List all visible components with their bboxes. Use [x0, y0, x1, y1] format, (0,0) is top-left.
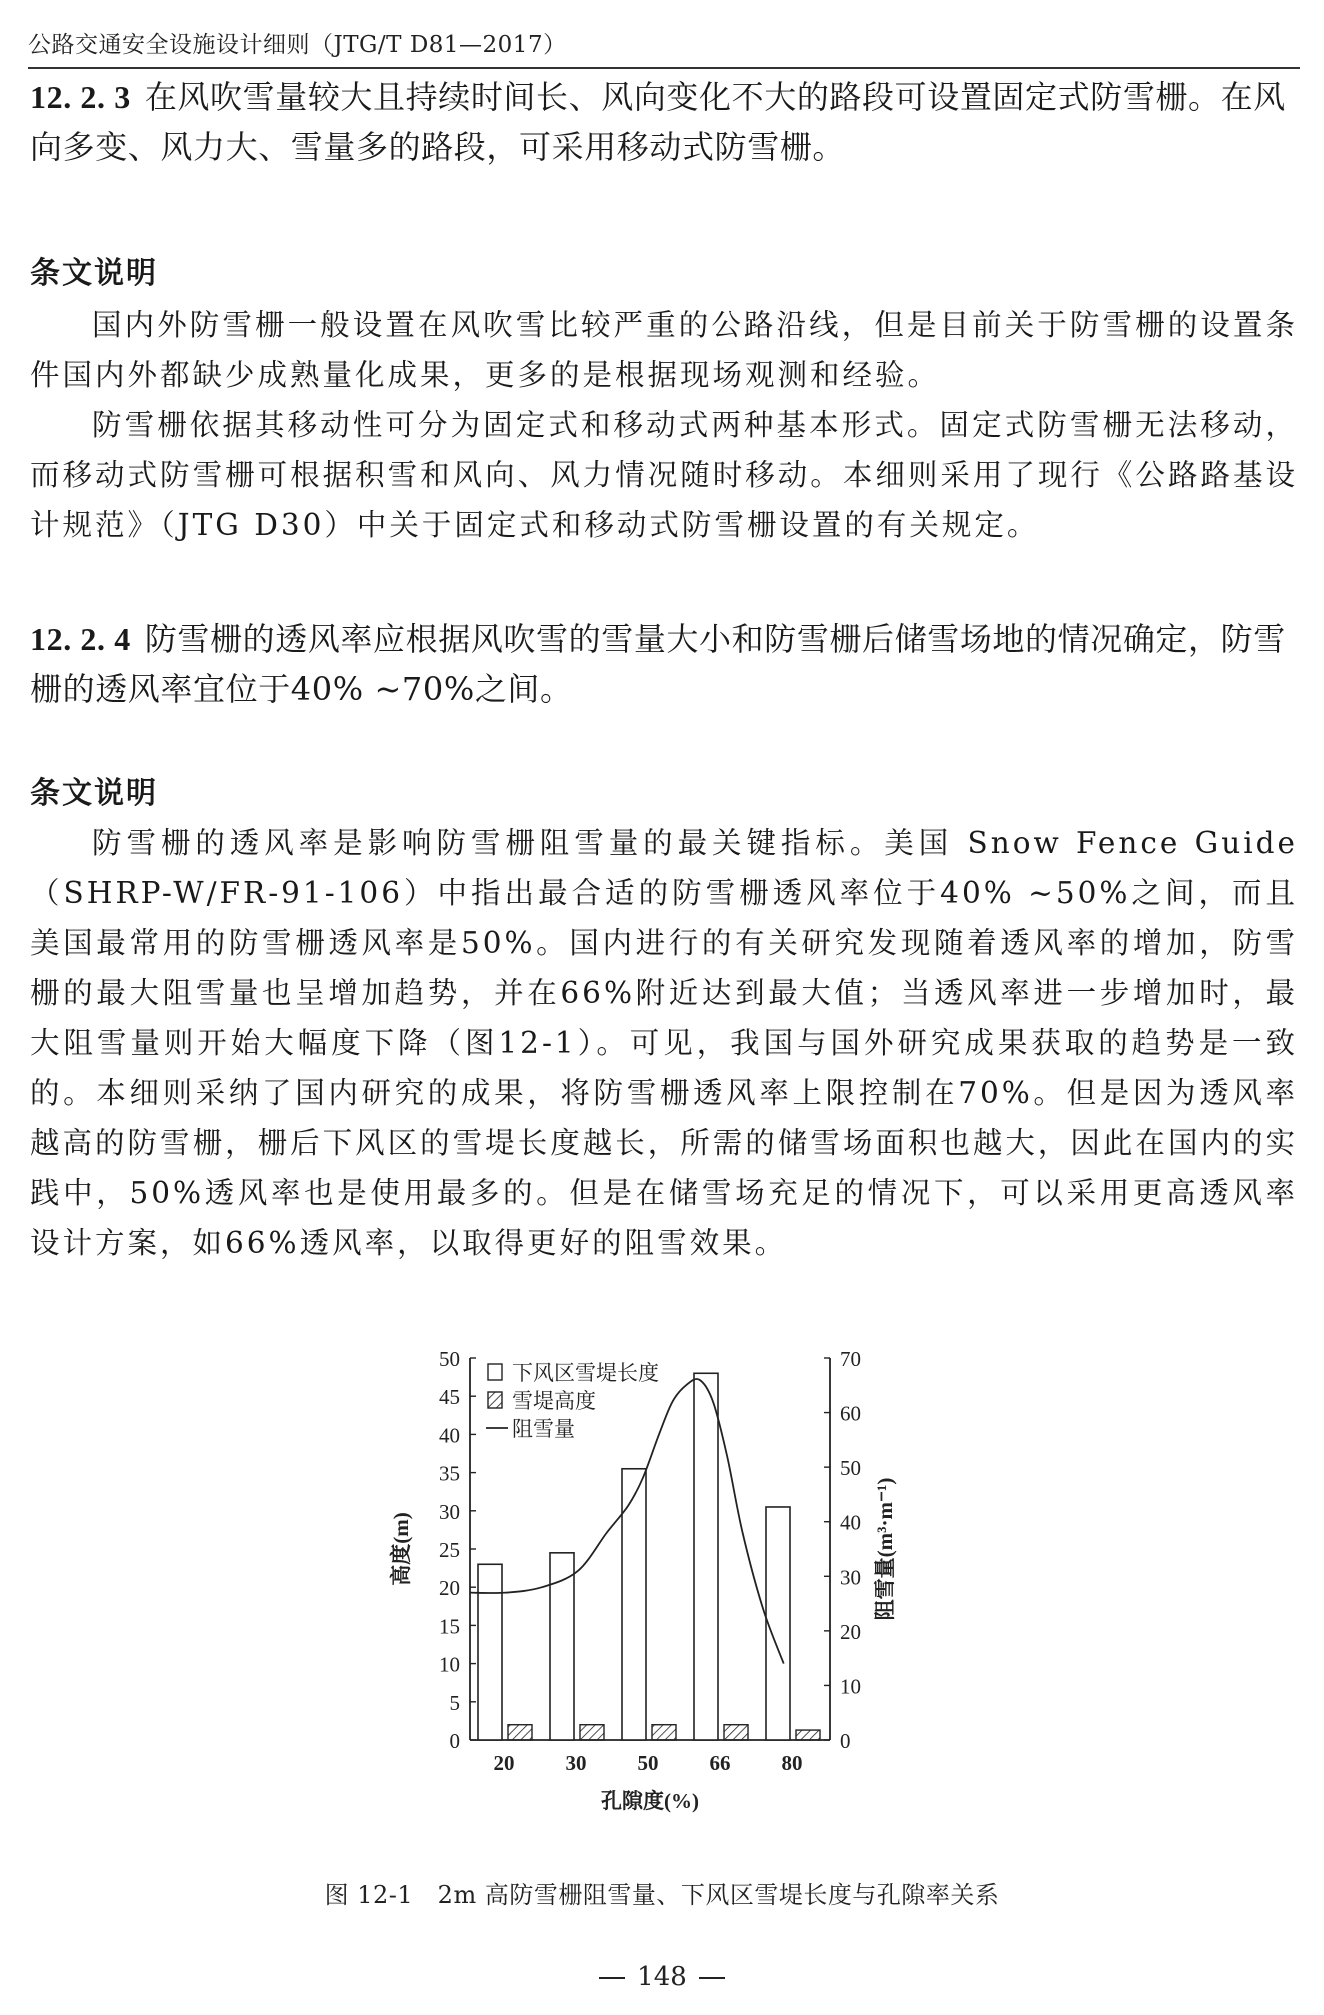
y-tick-label: 0 [449, 1729, 460, 1753]
bar-snowbank-height [580, 1725, 604, 1740]
clause-text: 防雪栅的透风率应根据风吹雪的雪量大小和防雪栅后储雪场地的情况确定，防雪栅的透风率宜位于40% ~70%之间。 [30, 620, 1286, 708]
bar-snowbank-length [478, 1564, 502, 1740]
y-tick-label: 25 [439, 1538, 460, 1562]
chart-svg [360, 1340, 920, 1820]
header-divider [28, 67, 1300, 69]
y2-tick-label: 60 [840, 1401, 861, 1426]
explanation-heading: 条文说明 [30, 776, 158, 811]
figure-12-1 [360, 1340, 920, 1824]
y-tick-label: 5 [449, 1690, 460, 1715]
y2-tick-label: 40 [840, 1510, 861, 1535]
bar-snowbank-height [652, 1725, 676, 1740]
bar-snowbank-length [694, 1373, 718, 1740]
x-tick-label: 50 [637, 1751, 659, 1775]
running-header: 公路交通安全设施设计细则（JTG/T D81—2017） [28, 32, 567, 58]
bar-snowbank-height [724, 1725, 748, 1740]
explanation-paragraph: 国内外防雪栅一般设置在风吹雪比较严重的公路沿线，但是目前关于防雪栅的设置条件国内外都缺少成熟量化成果，更多的是根据现场观测和经验。 [30, 308, 1298, 392]
legend-label: 阻雪量 [512, 1417, 575, 1441]
bar-snowbank-length [766, 1507, 790, 1740]
bar-snowbank-height [796, 1730, 820, 1740]
x-tick-label: 20 [493, 1751, 515, 1775]
y-tick-label: 50 [439, 1347, 460, 1371]
y-tick-label: 30 [439, 1499, 460, 1524]
explanation-paragraph: 防雪栅的透风率是影响防雪栅阻雪量的最关键指标。美国 Snow Fence Guide（SHRP-W/FR-91-106）中指出最合适的防雪栅透风率位于40% ~50%之间，而且美国最常用的防雪栅透风率是50%。国内进行的有关研究发现随着透风率的增加，防雪栅的最大阻雪量也呈增加趋势，并在66%附近达到最大值；当透风率进一步增加时，最大阻雪量则开始大幅度下降（图12-1）。可见，我国与国外研究成果获取的趋势是一致的。本细则采纳了国内研究的成果，将防雪栅透风率上限控制在70%。但是因为透风率越高的防雪栅，栅后下风区的雪堤长度越长，所需的储雪场面积也越大，因此在国内的实践中，50%透风率也是使用最多的。但是在储雪场充足的情况下，可以采用更高透风率设计方案，如66%透风率，以取得更好的阻雪效果。 [30, 826, 1298, 1260]
explanation-paragraph: 防雪栅依据其移动性可分为固定式和移动式两种基本形式。固定式防雪栅无法移动，而移动式防雪栅可根据积雪和风向、风力情况随时移动。本细则采用了现行《公路路基设计规范》（JTG D30）中关于固定式和移动式防雪栅设置的有关规定。 [30, 408, 1298, 542]
legend-label: 下风区雪堤长度 [512, 1361, 659, 1385]
y-tick-label: 20 [439, 1576, 460, 1601]
y2-tick-label: 20 [840, 1619, 861, 1644]
clause-text: 在风吹雪量较大且持续时间长、风向变化不大的路段可设置固定式防雪栅。在风向多变、风力大、雪量多的路段，可采用移动式防雪栅。 [30, 78, 1286, 166]
y-tick-label: 40 [439, 1423, 460, 1448]
y2-tick-label: 10 [840, 1674, 861, 1699]
y2-tick-label: 70 [840, 1347, 861, 1371]
y-tick-label: 10 [439, 1652, 460, 1677]
y2-axis-label: 阻雪量(m³·m⁻¹) [873, 1477, 897, 1621]
x-axis-label: 孔隙度(%) [601, 1789, 699, 1813]
clause-12-2-3 [30, 72, 1298, 172]
legend-swatch-hatched [488, 1392, 502, 1408]
y-tick-label: 15 [439, 1614, 460, 1639]
page-number-text: 148 [637, 1962, 687, 1992]
figure-caption: 图 12-1 2m 高防雪栅阻雪量、下风区雪堤长度与孔隙率关系 [324, 1881, 1000, 1909]
bar-snowbank-height [508, 1725, 532, 1740]
clause-number: 12. 2. 3 [30, 79, 131, 115]
page-number [0, 1962, 1324, 1992]
y-tick-label: 45 [439, 1385, 460, 1410]
y2-tick-label: 50 [840, 1456, 861, 1481]
y2-tick-label: 30 [840, 1565, 861, 1590]
legend-label: 雪堤高度 [512, 1389, 596, 1413]
y-tick-label: 35 [439, 1461, 460, 1486]
x-tick-label: 80 [781, 1751, 803, 1775]
x-tick-label: 66 [709, 1751, 731, 1775]
y2-tick-label: 0 [840, 1729, 851, 1753]
explanation-heading: 条文说明 [30, 256, 158, 291]
legend-swatch-bar [488, 1364, 502, 1380]
clause-12-2-4 [30, 614, 1298, 714]
y-axis-label: 高度(m) [389, 1512, 413, 1586]
x-tick-label: 30 [565, 1751, 587, 1775]
clause-number: 12. 2. 4 [30, 621, 131, 657]
